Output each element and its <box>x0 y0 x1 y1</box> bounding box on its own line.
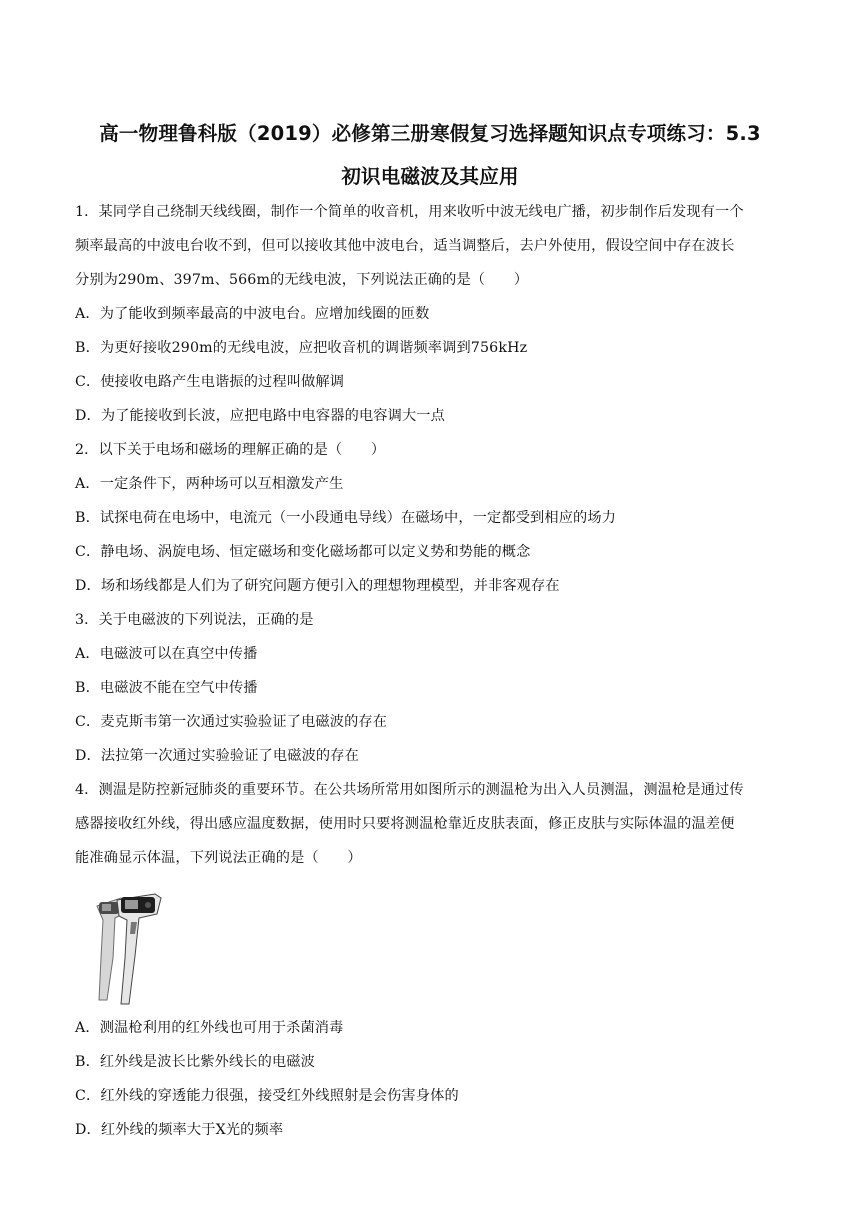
option-a: A．电磁波可以在真空中传播 <box>75 646 258 662</box>
question-stem-line: 感器接收红外线，得出感应温度数据，使用时只要将测温枪靠近皮肤表面，修正皮肤与实际体温的温差便 <box>75 816 735 832</box>
thermometer-gun-icon <box>85 888 175 1008</box>
question-stem-line: 2．以下关于电场和磁场的理解正确的是（ ） <box>75 442 386 458</box>
option-d: D．红外线的频率大于X光的频率 <box>75 1122 284 1138</box>
question-stem-line: 频率最高的中波电台收不到，但可以接收其他中波电台，适当调整后，去户外使用，假设空间中存在波长 <box>75 238 735 254</box>
question-1 <box>75 202 795 440</box>
option-d: D．法拉第一次通过实验验证了电磁波的存在 <box>75 748 359 764</box>
question-stem-line: 能准确显示体温，下列说法正确的是（ ） <box>75 850 362 866</box>
option-a: A．一定条件下，两种场可以互相激发产生 <box>75 476 344 492</box>
question-4 <box>75 780 795 1154</box>
option-c: C．麦克斯韦第一次通过实验验证了电磁波的存在 <box>75 714 388 730</box>
option-b: B．红外线是波长比紫外线长的电磁波 <box>75 1054 315 1070</box>
page-title-line-2: 初识电磁波及其应用 <box>341 165 519 188</box>
option-c: C．使接收电路产生电谐振的过程叫做解调 <box>75 374 345 390</box>
option-d: D．场和场线都是人们为了研究问题方便引入的理想物理模型，并非客观存在 <box>75 578 560 594</box>
option-c: C．静电场、涡旋电场、恒定磁场和变化磁场都可以定义势和势能的概念 <box>75 544 531 560</box>
page-title-line-1: 高一物理鲁科版（2019）必修第三册寒假复习选择题知识点专项练习：5.3 <box>99 122 761 145</box>
question-3 <box>75 610 795 780</box>
option-b: B．为更好接收290m的无线电波，应把收音机的调谐频率调到756kHz <box>75 340 528 356</box>
question-2 <box>75 440 795 610</box>
question-stem-line: 分别为290m、397m、566m的无线电波，下列说法正确的是（ ） <box>75 272 529 288</box>
option-d: D．为了能接收到长波，应把电路中电容器的电容调大一点 <box>75 408 445 424</box>
question-stem-line: 1．某同学自己绕制天线线圈，制作一个简单的收音机，用来收听中波无线电广播，初步制作后发现有一个 <box>75 204 744 220</box>
question-list <box>75 202 795 1154</box>
option-b: B．试探电荷在电场中，电流元（一小段通电导线）在磁场中，一定都受到相应的场力 <box>75 510 617 526</box>
question-stem-line: 3．关于电磁波的下列说法，正确的是 <box>75 612 314 628</box>
question-stem-line: 4．测温是防控新冠肺炎的重要环节。在公共场所常用如图所示的测温枪为出入人员测温，测温枪是通过传 <box>75 782 744 798</box>
option-a: A．测温枪利用的红外线也可用于杀菌消毒 <box>75 1020 344 1036</box>
option-c: C．红外线的穿透能力很强，接受红外线照射是会伤害身体的 <box>75 1088 459 1104</box>
option-b: B．电磁波不能在空气中传播 <box>75 680 258 696</box>
option-a: A．为了能收到频率最高的中波电台。应增加线圈的匝数 <box>75 306 430 322</box>
